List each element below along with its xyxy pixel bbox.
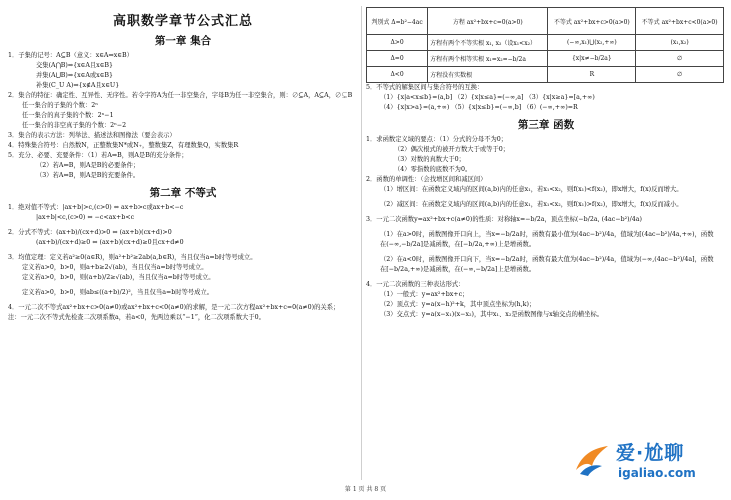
formula-line: （2）在a<0时，函数图像开口向下，当x=−b/2a时，函数有最大值为(4ac−b²)/4a，值域为(−∞,(4ac−b²)/4a]，函数 — [380, 256, 714, 263]
discriminant-table — [366, 7, 724, 83]
formula-line: （4）零指数的底数不为0。 — [394, 166, 472, 173]
formula-line: 2．集合的特征：确定性、互异性、无序性。若令字符A为任一非空集合，字母B为任一非空集合，则：∅⊆A，A⊆A，∅⊊B — [8, 92, 353, 99]
formula-line: 定义若a>0，b>0，则(a+b)/2≥√(ab)，当且仅当a=b时等号成立。 — [22, 274, 215, 281]
table-header-row — [367, 8, 724, 35]
watermark-url: igaliao.com — [618, 466, 696, 480]
formula-line: 5．充分、必要、充要条件：（1）若A⇒B，则A是B的充分条件； — [8, 152, 188, 159]
formula-line: 4．一元二次函数的三种表达形式： — [366, 281, 465, 288]
formula-line: 在[−b/2a,+∞)是减函数，在(−∞,−b/2a]上是增函数。 — [380, 266, 536, 273]
formula-line: 2．函数的单调性：（会找增区间和减区间） — [366, 176, 487, 183]
formula-line: 1．子集的记号：A⊆B（意义：x∈A⇒x∈B） — [8, 52, 133, 59]
formula-line: 并集(A⋃B)⇒{x∈A或x∈B} — [36, 72, 114, 79]
formula-line: 2．分式不等式：(ax+b)/(cx+d)>0 ⇔ (ax+b)(cx+d)>0 — [8, 229, 172, 236]
formula-line: （2）减区间：在函数定义域内的区间(a,b)内的任意x₁，若x₁<x₂，则f(x₁)>f(x₂)，即x增大，f(x)反而减小。 — [380, 201, 683, 208]
formula-line: 补集(C_U A)⇒{x∉A且x∈U} — [36, 82, 120, 89]
formula-line: （3）对数的真数大于0； — [394, 156, 465, 163]
formula-line: 定义若a>0，b>0，则ab≤((a+b)/2)²，当且仅当a=b时等号成立。 — [22, 289, 214, 296]
formula-line: 5．不等式的解集区间与集合符号的互换： — [366, 84, 484, 91]
table-header-cell: 判别式 Δ=b²−4ac — [367, 8, 428, 35]
formula-line: （2）顶点式：y=a(x−h)²+k，其中顶点坐标为(h,k)； — [380, 301, 536, 308]
page-title: 高职数学章节公式汇总 — [112, 14, 253, 29]
chapter-heading: 第二章 不等式 — [149, 187, 217, 199]
column-divider — [361, 6, 362, 480]
left-column-content — [8, 33, 358, 323]
chapter-heading: 第一章 集合 — [154, 35, 212, 47]
formula-line: 定义若a>0，b>0，则a+b≥2√(ab)，当且仅当a=b时等号成立。 — [22, 264, 208, 271]
formula-line: 3．一元二次函数y=ax²+bx+c(a≠0)的性质：对称轴x=−b/2a，顶点坐标(−b/2a, (4ac−b²)/4a) — [366, 216, 642, 223]
formula-line: 4．一元二次不等式ax²+bx+c>0(a≠0)或ax²+bx+c<0(a≠0)的求解，是一元二次方程ax²+bx+c=0(a≠0)的关系； — [8, 304, 340, 311]
formula-line: 任一集合的非空真子集的个数：2ⁿ−2 — [22, 122, 127, 129]
formula-line: 1．求函数定义域的要点：（1）分式的分母不为0； — [366, 136, 508, 143]
table-cell: 方程有两个相等实根 x₁=x₂=−b/2a — [428, 51, 548, 67]
page-footer: 第 1 页 共 8 页 — [344, 486, 387, 493]
formula-line: （1）一般式：y=ax²+bx+c； — [380, 291, 469, 298]
table-row — [367, 67, 724, 83]
formula-line: 3．集合的表示方法：列举法、描述法和图像法（要会表示） — [8, 132, 176, 139]
table-cell: ∅ — [636, 51, 724, 67]
right-column-content — [366, 83, 726, 320]
formula-line: 注：一元二次不等式先检查二次项系数a，若a<0，先两边乘以“−1”，化二次项系数大于0。 — [8, 314, 265, 321]
chapter-heading: 第三章 函数 — [517, 119, 575, 131]
formula-line: （1）在a>0时，函数图像开口向上，当x=−b/2a时，函数有最小值为(4ac−b²)/4a，值域为[(4ac−b²)/4a,+∞)，函数 — [380, 231, 714, 238]
watermark-brand: 爱·尬聊 — [616, 442, 685, 464]
table-cell: {x|x≠−b/2a} — [548, 51, 636, 67]
formula-line: （1）增区间：在函数定义域内的区间(a,b)内的任意x₁，若x₁<x₂，则f(x₁)<f(x₂)，即x增大，f(x)反而增大。 — [380, 186, 683, 193]
table-header-cell: 方程 ax²+bx+c=0(a>0) — [428, 8, 548, 35]
table-cell: Δ>0 — [367, 35, 428, 51]
left-column — [8, 0, 358, 490]
table-header-cell: 不等式 ax²+bx+c>0(a>0) — [548, 8, 636, 35]
table-cell: Δ<0 — [367, 67, 428, 83]
formula-line: 在(−∞,−b/2a]是减函数，在[−b/2a,+∞)上是增函数。 — [380, 241, 536, 248]
formula-line: |ax+b|<c,(c>0) ⇔ −c<ax+b<c — [36, 214, 135, 221]
bird-logo-icon — [572, 440, 612, 480]
formula-line: （3）若A⇔B，则A是B的充要条件。 — [36, 172, 140, 179]
formula-line: 4．特殊集合符号：自然数N，正整数集N*或N₊，整数集Z，有理数集Q，实数集R — [8, 142, 239, 149]
watermark — [572, 436, 722, 488]
table-header-cell: 不等式 ax²+bx+c<0(a>0) — [636, 8, 724, 35]
table-cell: ∅ — [636, 67, 724, 83]
formula-line: (ax+b)/(cx+d)≥0 ⇔ (ax+b)(cx+d)≥0且cx+d≠0 — [36, 239, 184, 246]
formula-line: （4）{x|x>a}=(a,+∞) （5）{x|x≤b}=(−∞,b] （6）(−∞,+∞)=R — [380, 104, 578, 111]
table-cell: (−∞,x₁)⋃(x₂,+∞) — [548, 35, 636, 51]
table-cell: Δ=0 — [367, 51, 428, 67]
table-row — [367, 51, 724, 67]
formula-line: 3．均值定理：定义若a²≥0(a∈R)，则a²+b²≥2ab(a,b∈R)，当且仅当a=b时等号成立。 — [8, 254, 257, 261]
formula-line: （2）偶次根式的被开方数大于或等于0； — [394, 146, 510, 153]
formula-line: （2）若A⇐B，则A是B的必要条件； — [36, 162, 140, 169]
table-cell: (x₁,x₂) — [636, 35, 724, 51]
formula-line: 任一集合的真子集的个数：2ⁿ−1 — [22, 112, 114, 119]
table-row — [367, 35, 724, 51]
right-column — [366, 0, 726, 490]
formula-line: 交集(A⋂B)⇒{x∈A且x∈B} — [36, 62, 114, 69]
table-cell: 方程没有实数根 — [428, 67, 548, 83]
table-cell: R — [548, 67, 636, 83]
formula-line: （3）交点式：y=a(x−x₁)(x−x₂)，其中x₁、x₂是函数图像与x轴交点的横坐标。 — [380, 311, 604, 318]
formula-line: 任一集合的子集的个数：2ⁿ — [22, 102, 98, 109]
formula-line: 1．绝对值不等式：|ax+b|>c,(c>0) ⇔ ax+b>c或ax+b<−c — [8, 204, 184, 211]
formula-line: （1）{x|a<x≤b}=(a,b] （2）{x|x≤a}=(−∞,a] （3）{x|x≥a}=[a,+∞) — [380, 94, 595, 101]
table-cell: 方程有两个不等实根 x₁, x₂（设x₁<x₂） — [428, 35, 548, 51]
